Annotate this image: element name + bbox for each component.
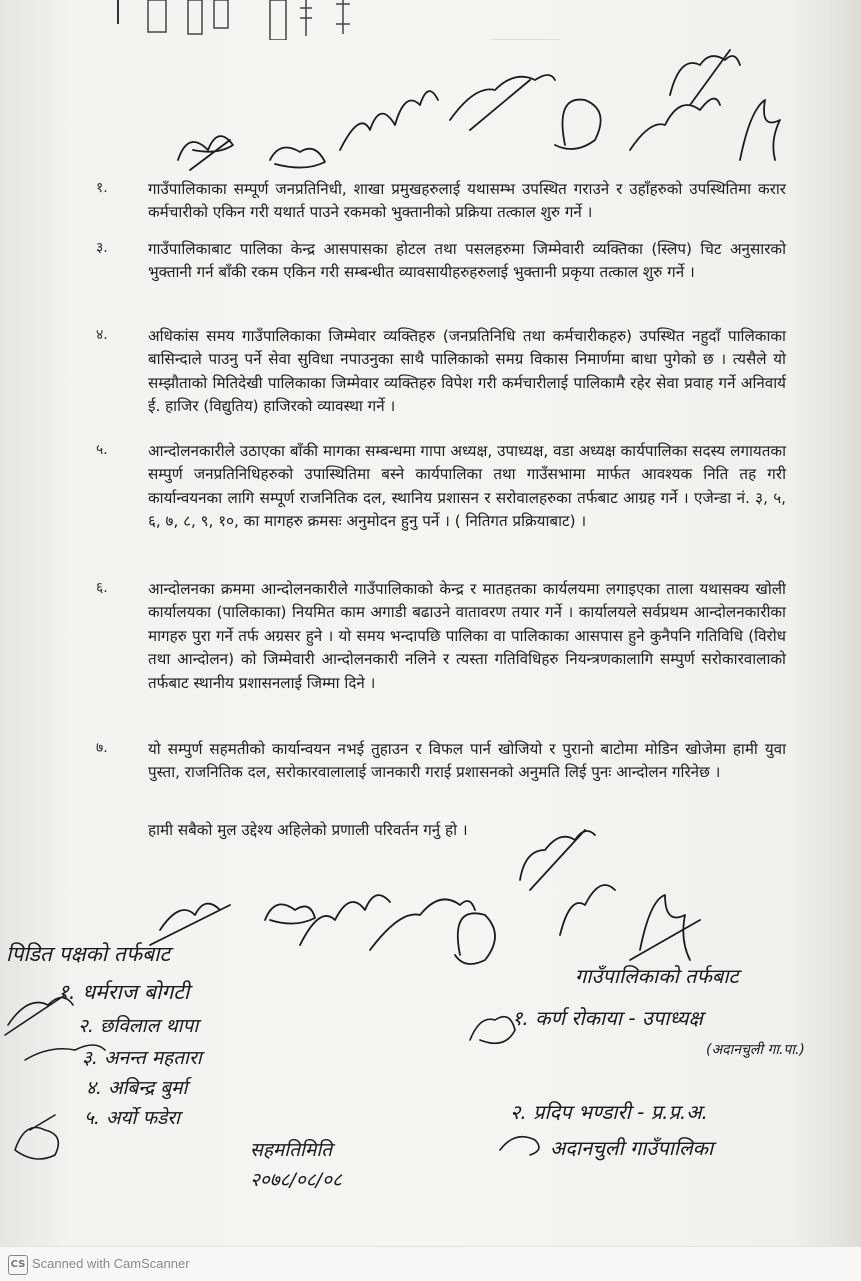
point-text: यो सम्पुर्ण सहमतीको कार्यान्वयन नभई तुहाउन र विफल पार्न खोजियो र पुरानो बाटोमा मोडिन खोजेमा हामी युवा पुस्ता, राजनितिक दल, सरोकारवालालाई जानकारी गराई प्रशासनको अनुमति लिई पुनः आन्दोलन गरिनेछ । [148,740,786,782]
left-party-name: ५. अर्यो फडेरा [84,1107,180,1129]
left-party-name: २. छविलाल थापा [78,1015,199,1037]
point-number: ४. [96,327,108,343]
point-text: अधिकांस समय गाउँपालिकाका जिम्मेवार व्यक्तिहरु (जनप्रतिनिधि तथा कर्मचारीकहरु) उपस्थित नहुदाँ पालिकाका बासिन्दाले पाउनु पर्ने सेवा सुविधा नपाउनुका साथै पालिकाको समग्र विकास निमार्णमा बाधा पुगेको छ । त्यसैले यो सम्झौताको मितिदेखी पालिकाका जिम्मेवार व्यक्तिहरु विपेश गरी कर्मचारीलाई पालिकामै रहेर सेवा प्रवाह गर्ने अनिवार्य ई. हाजिर (विद्युतिय) हाजिरको व्यावस्था गर्ने । [148,327,786,416]
right-party-signatory-1-note: (अदानचुली गा.पा.) [706,1042,805,1058]
middle-signatures [150,830,700,964]
left-party-heading: पिडित पक्षको तर्फबाट [6,942,171,966]
right-party-signatory-2: २. प्रदिप भण्डारी - प्र.प्र.अ. [510,1100,708,1124]
right-party-signatory-1: १. कर्ण रोकाया - उपाध्यक्ष [512,1006,703,1030]
point-text: गाउँपालिकाबाट पालिका केन्द्र आसपासका होटल तथा पसलहरुमा जिम्मेवारी व्यक्तिका (स्लिप) चिट अनुसारको भुक्तानी गर्न बाँकी रकम एकिन गरी सम्बन्धीत व्यावसायीहरुहरुलाई भुक्तानी प्रकृया तत्काल शुरु गर्ने । [148,240,786,282]
point-number: १. [96,180,108,196]
scanner-footer-text: Scanned with CamScanner [32,1256,190,1271]
point-text: आन्दोलनका क्रममा आन्दोलनकारीले गाउँपालिकाको केन्द्र र मातहतका कार्यलयमा लगाइएका ताला यथासक्य खोली कार्यालयका (पालिकाका) नियमित काम अगाडी बढाउने वातावरण तयार गर्ने । कार्यालयले सर्वप्रथम आन्दोलनकारीका मागहरु पुरा गर्ने तर्फ अग्रसर हुने । यो समय भन्दापछि पालिका वा पालिकाका आसपास हुने कुनैपनि गतिविधि (विरोध तथा आन्दोलन) को जिम्मेवारी आन्दोलनकारी नलिने र त्यस्ता गतिविधिहरु नियन्त्रणकालागि सम्पुर्ण सरोकारवालाको तर्फबाट स्थानीय प्रशासनलाई जिम्मा दिने । [148,580,786,692]
right-party-heading: गाउँपालिकाको तर्फबाट [575,964,739,988]
right-signatures [470,1017,539,1155]
point-text: गाउँपालिकाका सम्पूर्ण जनप्रतिनिधी, शाखा प्रमुखहरुलाई यथासम्भ उपस्थित गराउने र उहाँहरुको उपस्थितिमा करार कर्मचारीको एकिन गरी यथार्त पाउने रकमको भुक्तानीको प्रक्रिया तत्काल शुरु गर्ने । [148,180,786,222]
point-number: ७. [96,740,108,756]
scanner-footer [0,1246,861,1281]
right-party-signatory-2-org: अदानचुली गाउँपालिका [550,1136,714,1160]
left-party-name: १. धर्मराज बोगटी [58,980,190,1004]
closing-statement: हामी सबैको मुल उद्देश्य अहिलेको प्रणाली परिवर्तन गर्नु हो । [148,821,468,839]
agreement-date-value: २०७८/०८/०८ [250,1169,342,1191]
agreement-date-label: सहमतिमिति [250,1139,333,1161]
point-number: ६. [96,580,108,596]
camscanner-logo-icon: CS [8,1255,28,1275]
point-number: ३. [96,240,108,256]
left-party-name: ३. अनन्त महतारा [82,1047,202,1069]
left-party-name: ४. अबिन्द्र बुर्मा [86,1077,188,1099]
top-signatures [178,50,780,170]
point-number: ५. [96,442,108,458]
point-text: आन्दोलनकारीले उठाएका बाँकी मागका सम्बन्धमा गापा अध्यक्ष, उपाध्यक्ष, वडा अध्यक्ष कार्यपालिका सदस्य लगायतका सम्पुर्ण जनप्रतिनिधिहरुको उपास्थितिमा बस्ने कार्यपालिका तथा गाउँसभामा मार्फत आवश्यक निति तह गरी कार्यान्वयनका लागि सम्पूर्ण राजनितिक दल, स्थानिय प्रशासन र सरोवालहरुका तर्फबाट आग्रह गर्ने । एजेन्डा नं. ३, ५, ६, ७, ८, ९, १०, का मागहरु क्रमसः अनुमोदन हुनु पर्ने । ( नितिगत प्रक्रियाबाट) । [148,442,786,531]
